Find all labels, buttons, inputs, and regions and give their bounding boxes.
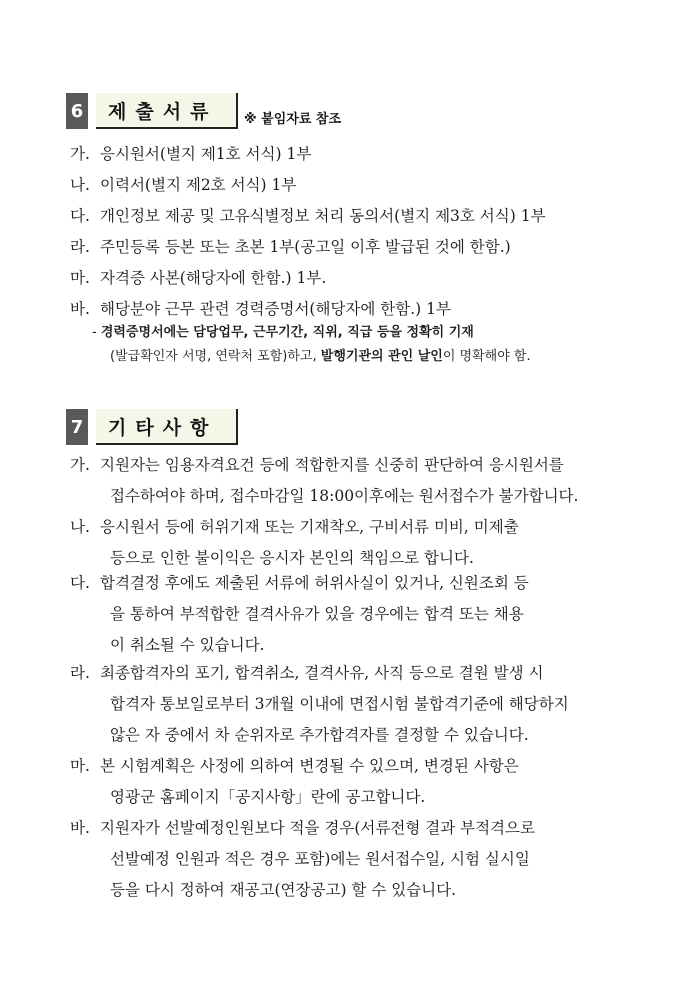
list-item (70, 201, 546, 232)
list-item (70, 139, 311, 170)
list-item (70, 813, 535, 844)
item-text: 주민등록 등본 또는 초본 1부(공고일 이후 발급된 것에 한함.) (100, 238, 511, 256)
list-item (70, 658, 544, 689)
item-continuation: 영광군 홈페이지「공지사항」란에 공고합니다. (110, 788, 426, 806)
item-marker: 가. (70, 145, 90, 163)
section-title: 제출서류 (96, 93, 238, 129)
item-continuation: 등을 다시 정하여 재공고(연장공고) 할 수 있습니다. (110, 881, 457, 899)
note-bold-text: 발행기관의 관인 날인 (320, 349, 443, 364)
item-continuation: 접수하여야 하며, 접수마감일 18:00이후에는 원서접수가 불가합니다. (110, 487, 579, 505)
item-text: 응시원서(별지 제1호 서식) 1부 (100, 145, 312, 163)
list-item (70, 450, 564, 481)
list-item (70, 170, 296, 201)
item-marker: 라. (70, 238, 90, 256)
item-text: 개인정보 제공 및 고유식별정보 처리 동의서(별지 제3호 서식) 1부 (100, 207, 546, 225)
item-continuation: 이 취소될 수 있습니다. (110, 636, 265, 654)
list-item (70, 751, 519, 782)
section-title: 기타사항 (96, 409, 238, 445)
section-7-header (66, 409, 238, 445)
list-item (70, 232, 511, 263)
note-text: 이 명확해야 함. (442, 349, 531, 364)
note-bold-text: 경력증명서에는 담당업무, 근무기간, 직위, 직급 등을 정확히 기재 (100, 325, 474, 340)
item-text: 합격결정 후에도 제출된 서류에 허위사실이 있거나, 신원조회 등 (100, 574, 529, 592)
list-item (70, 568, 529, 599)
item-marker: 나. (70, 176, 90, 194)
item-marker: 라. (70, 664, 90, 682)
item-text: 지원자는 임용자격요건 등에 적합한지를 신중히 판단하여 응시원서를 (100, 456, 564, 474)
dash-marker: - (92, 325, 97, 340)
list-item (70, 263, 326, 294)
career-certificate-note (92, 322, 474, 344)
item-continuation: 선발예정 인원과 적은 경우 포함)에는 원서접수일, 시험 실시일 (110, 850, 530, 868)
section-number-badge: 7 (66, 409, 88, 445)
item-continuation: 을 통하여 부적합한 결격사유가 있을 경우에는 합격 또는 채용 (110, 605, 524, 623)
list-item (70, 294, 451, 325)
item-marker: 다. (70, 207, 90, 225)
item-continuation: 합격자 통보일로부터 3개월 이내에 면접시험 불합격기준에 해당하지 (110, 695, 569, 713)
item-text: 지원자가 선발예정인원보다 적을 경우(서류전형 결과 부적격으로 (100, 819, 535, 837)
section-number-badge: 6 (66, 93, 88, 129)
item-marker: 바. (70, 819, 90, 837)
item-continuation: 등으로 인한 불이익은 응시자 본인의 책임으로 합니다. (110, 549, 474, 567)
item-marker: 마. (70, 269, 90, 287)
item-marker: 마. (70, 757, 90, 775)
item-text: 최종합격자의 포기, 합격취소, 결격사유, 사직 등으로 결원 발생 시 (100, 664, 544, 682)
item-text: 이력서(별지 제2호 서식) 1부 (100, 176, 297, 194)
note-text: 하고, (287, 349, 321, 364)
section-6-header (66, 93, 238, 129)
item-marker: 바. (70, 300, 90, 318)
career-certificate-note-line2 (110, 346, 531, 368)
item-text: 본 시험계획은 사정에 의하여 변경될 수 있으며, 변경된 사항은 (100, 757, 519, 775)
item-text: 해당분야 근무 관련 경력증명서(해당자에 한함.) 1부 (100, 300, 451, 318)
item-text: 자격증 사본(해당자에 한함.) 1부. (100, 269, 327, 287)
attachment-note: ※ 붙임자료 참조 (244, 112, 342, 127)
underlined-text: (발급확인자 서명, 연락처 포함) (110, 349, 288, 364)
item-marker: 가. (70, 456, 90, 474)
item-continuation: 않은 자 중에서 차 순위자로 추가합격자를 결정할 수 있습니다. (110, 726, 529, 744)
item-marker: 다. (70, 574, 90, 592)
item-text: 응시원서 등에 허위기재 또는 기재착오, 구비서류 미비, 미제출 (100, 518, 519, 536)
list-item (70, 512, 519, 543)
item-marker: 나. (70, 518, 90, 536)
